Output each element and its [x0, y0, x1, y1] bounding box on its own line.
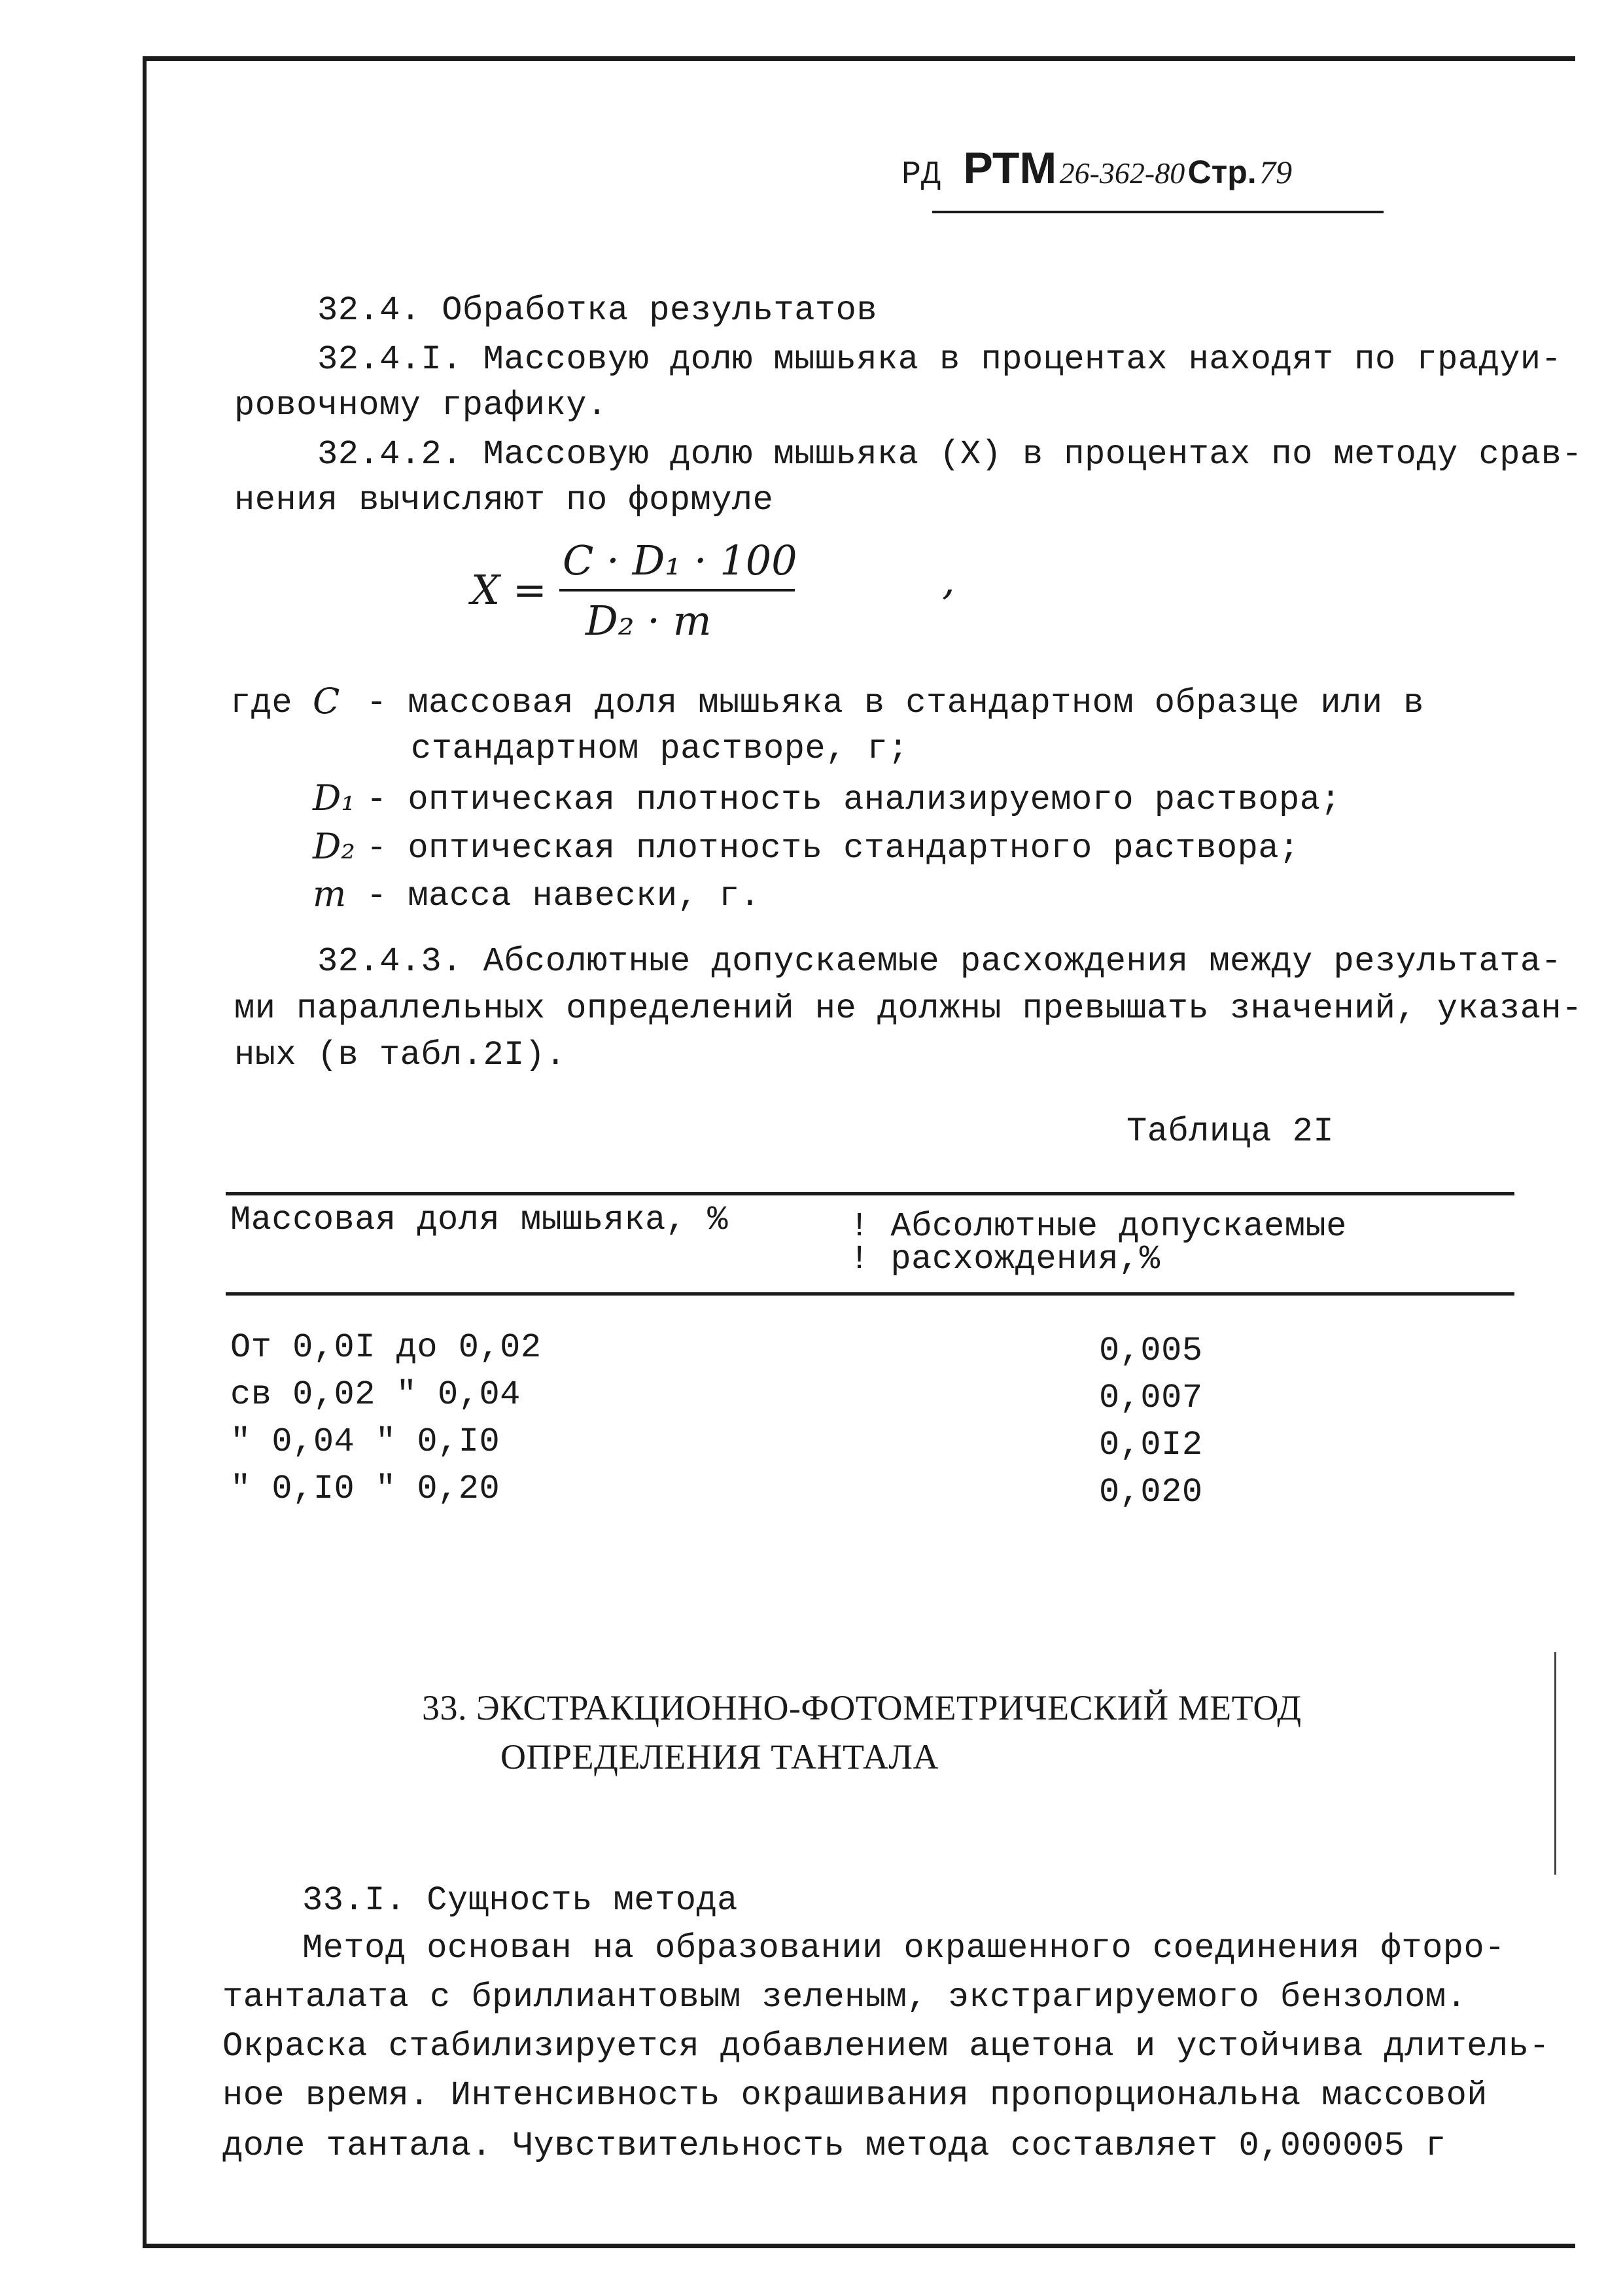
formula-denominator: D₂ · m: [585, 597, 712, 645]
formula-trailing-comma: ,: [942, 556, 955, 604]
header-underline: [932, 211, 1384, 213]
legend-d2-text: - оптическая плотность стандартного раствора;: [366, 829, 1300, 868]
section-title-32-4: 32.4. Обработка результатов: [317, 291, 878, 330]
section-33-1-line: ное время. Интенсивность окрашивания пропорциональна массовой: [222, 2076, 1488, 2115]
paragraph-32-4-3-line1: 32.4.3. Абсолютные допускаемые расхождения между результата-: [317, 942, 1562, 981]
legend-where: где: [230, 684, 293, 722]
section-33-heading-line1: 33. ЭКСТРАКЦИОННО-ФОТОМЕТРИЧЕСКИЙ МЕТОД: [422, 1688, 1302, 1727]
paragraph-32-4-1-line1: 32.4.I. Массовую долю мышьяка в процентах находят по градуи-: [317, 340, 1562, 379]
legend-c-line2: стандартном растворе, г;: [411, 730, 909, 768]
paragraph-32-4-2-line1: 32.4.2. Массовую долю мышьяка (X) в процентах по методу срав-: [317, 435, 1583, 474]
section-33-1-line: Окраска стабилизируется добавлением ацетона и устойчива длитель-: [222, 2027, 1550, 2066]
section-33-1-line: Метод основан на образовании окрашенного соединения фторо-: [302, 1929, 1505, 1968]
table-row-value: 0,0I2: [1099, 1426, 1203, 1464]
table-col1-header: Массовая доля мышьяка, %: [230, 1201, 728, 1239]
table-row-range: От 0,0I до 0,02: [230, 1328, 542, 1367]
paragraph-32-4-3-line3: ных (в табл.2I).: [234, 1036, 567, 1074]
table-row-range: " 0,I0 " 0,20: [230, 1470, 500, 1508]
paragraph-32-4-3-line2: ми параллельных определений не должны превышать значений, указан-: [234, 989, 1582, 1028]
margin-line: [1554, 1652, 1556, 1875]
legend-symbol-d1: D₁: [313, 777, 355, 819]
table-row-range: св 0,02 " 0,04: [230, 1375, 521, 1414]
section-33-1-line: танталата с бриллиантовым зеленым, экстрагируемого бензолом.: [222, 1978, 1467, 2017]
section-33-1-title: 33.I. Сущность метода: [302, 1881, 738, 1920]
section-33-heading-line2: ОПРЕДЕЛЕНИЯ ТАНТАЛА: [500, 1737, 939, 1776]
table-row-value: 0,005: [1099, 1332, 1203, 1370]
table-row-value: 0,020: [1099, 1473, 1203, 1511]
table-top-rule: [226, 1192, 1514, 1195]
paragraph-32-4-2-line2: нения вычисляют по формуле: [234, 481, 774, 520]
header-rtm: РТМ: [963, 143, 1057, 193]
legend-symbol-m: m: [313, 874, 347, 915]
formula-fraction-bar: [559, 589, 795, 592]
section-33-1-line: доле тантала. Чувствительность метода составляет 0,000005 г: [222, 2127, 1446, 2165]
header-doc-number: 26-362-80: [1059, 156, 1185, 190]
header-page-label: Стр.: [1187, 154, 1257, 190]
legend-d1-text: - оптическая плотность анализируемого раствора;: [366, 781, 1342, 819]
table-caption: Таблица 2I: [1126, 1112, 1335, 1151]
document-header: [901, 143, 1292, 194]
legend-m-text: - масса навески, г.: [366, 877, 761, 915]
paragraph-32-4-1-line2: ровочному графику.: [234, 386, 608, 425]
legend-symbol-d2: D₂: [313, 826, 355, 867]
table-col2-header-line2: ! расхождения,%: [849, 1240, 1161, 1279]
table-row-value: 0,007: [1099, 1379, 1203, 1417]
formula-lhs: X =: [471, 566, 547, 614]
header-page-number: 79: [1259, 154, 1293, 190]
formula-numerator: C · D₁ · 100: [563, 537, 797, 584]
table-col2-header-line1: ! Абсолютные допускаемые: [849, 1207, 1347, 1246]
table-row-range: " 0,04 " 0,I0: [230, 1422, 500, 1461]
header-rd: РД: [901, 156, 941, 194]
legend-symbol-c: C: [313, 680, 340, 722]
table-header-rule: [226, 1292, 1514, 1296]
legend-c-line1: - массовая доля мышьяка в стандартном образце или в: [366, 684, 1424, 722]
